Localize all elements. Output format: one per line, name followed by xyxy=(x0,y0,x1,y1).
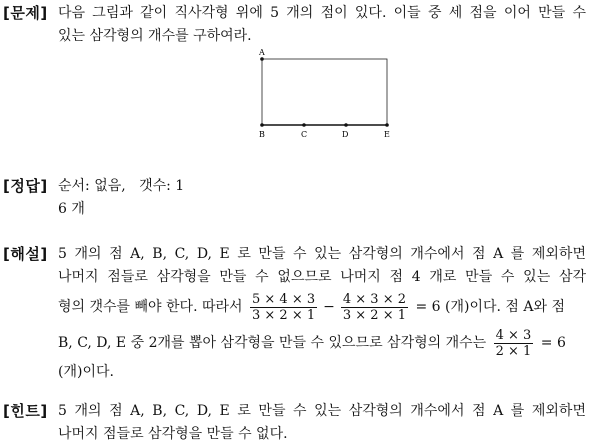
label-b: B xyxy=(259,130,265,138)
fraction-numerator: 4 × 3 xyxy=(495,327,532,343)
fraction-numerator: 5 × 4 × 3 xyxy=(252,291,316,307)
label-a: A xyxy=(259,48,265,57)
hint-line-2: 나머지 점들로 삼각형을 만들 수 없다. xyxy=(58,426,288,442)
explanation-line-5: (개)이다. xyxy=(58,364,114,380)
fraction-denominator: 3 × 2 × 1 xyxy=(342,307,407,323)
answer-text xyxy=(58,175,586,221)
explanation-line-1: 5 개의 점 A, B, C, D, E 로 만들 수 있는 삼각형의 개수에서 점 A 를 제외하면 xyxy=(58,246,586,262)
answer-label: [정답] xyxy=(3,177,48,195)
hint-text xyxy=(58,400,586,446)
explanation-line-4-text: B, C, D, E 중 2개를 뽑아 삼각형을 만들 수 있으므로 삼각형의 개수는 xyxy=(58,335,487,351)
explanation-line-3-result: = 6 (개)이다. 점 A와 점 xyxy=(415,299,565,315)
point-c xyxy=(302,123,306,127)
label-e: E xyxy=(384,130,390,138)
rectangle-figure xyxy=(256,46,396,138)
explanation-line-2: 나머지 점들로 삼각형을 만들 수 없으므로 나머지 점 4 개로 만들 수 있는 삼각 xyxy=(58,269,586,285)
minus-sign: − xyxy=(323,299,335,315)
hint-label: [힌트] xyxy=(3,402,48,420)
explanation-line-4 xyxy=(58,325,586,361)
fraction-denominator: 2 × 1 xyxy=(495,343,532,359)
answer-line-2: 6 개 xyxy=(58,201,85,217)
point-d xyxy=(344,123,348,127)
explanation-line-3 xyxy=(58,289,586,325)
point-a xyxy=(260,57,264,61)
explanation-text xyxy=(58,243,586,384)
label-c: C xyxy=(301,130,308,138)
problem-line-1: 다음 그림과 같이 직사각형 위에 5 개의 점이 있다. 이들 중 세 점을 이어 만들 수 xyxy=(58,5,586,21)
fraction-4x3 xyxy=(494,328,534,359)
answer-line-1: 순서: 없음, 갯수: 1 xyxy=(58,178,185,194)
explanation-line-4-result: = 6 xyxy=(540,335,566,351)
problem-line-2: 있는 삼각형의 개수를 구하여라. xyxy=(58,28,252,44)
rectangle-outline xyxy=(262,59,387,125)
explanation-line-3-text: 형의 갯수를 빼야 한다. 따라서 xyxy=(58,299,243,315)
problem-text xyxy=(58,2,586,48)
hint-line-1: 5 개의 점 A, B, C, D, E 로 만들 수 있는 삼각형의 개수에서 점 A 를 제외하면 xyxy=(58,403,586,419)
fraction-4x3x2 xyxy=(341,292,408,323)
label-d: D xyxy=(342,130,349,138)
fraction-5x4x3 xyxy=(250,292,317,323)
point-b xyxy=(260,123,264,127)
point-e xyxy=(385,123,389,127)
problem-label: [문제] xyxy=(3,4,48,22)
fraction-numerator: 4 × 3 × 2 xyxy=(342,291,407,307)
explanation-label: [해설] xyxy=(3,245,48,263)
fraction-denominator: 3 × 2 × 1 xyxy=(252,307,316,323)
